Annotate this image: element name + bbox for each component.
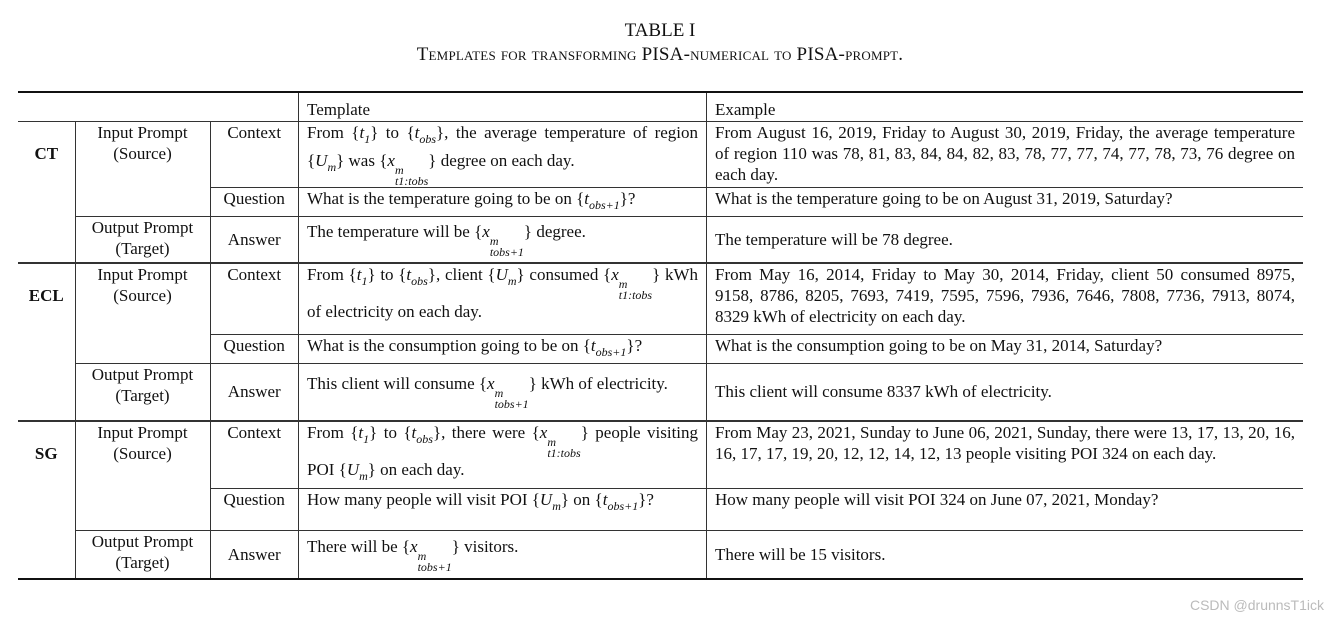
part-label: Answer [210, 216, 299, 263]
math-subscript: 1 [364, 131, 371, 146]
input-prompt-label [75, 121, 210, 216]
template-text: } kWh of electricity. [528, 374, 668, 394]
math-variable: t [406, 265, 412, 284]
math-subscript: obs+1 [588, 197, 620, 212]
table-row [18, 421, 1303, 488]
math-expression [387, 150, 429, 188]
output-prompt-line: (Target) [115, 385, 170, 405]
math-subscript: tobs+1 [489, 244, 524, 259]
math-variable: U [346, 460, 360, 479]
example-cell: What is the temperature going to be on August 31, 2019, Saturday? [707, 187, 1304, 216]
example-cell: From August 16, 2019, Friday to August 30, 2019, Friday, the average temperature of region 110 was 78, 81, 83, 84, 84, 82, 83, 78, 77, 77, 74, 77, 78, 73, 76 degree on each day. [707, 121, 1304, 187]
math-variable: U [539, 489, 553, 509]
template-text: From { [307, 423, 359, 442]
part-label: Question [210, 187, 299, 216]
math-expression [539, 423, 581, 460]
table-title: Templates for transforming PISA-numerical to PISA-prompt. [416, 44, 904, 65]
math-expression [410, 536, 452, 574]
math-subscript: obs [419, 131, 437, 146]
template-cell [299, 187, 707, 216]
math-scripts [394, 162, 429, 188]
part-label: Answer [210, 530, 299, 579]
math-subscript: m [507, 274, 517, 288]
template-cell [299, 363, 707, 421]
table-row [18, 363, 1303, 421]
example-cell: How many people will visit POI 324 on June 07, 2021, Monday? [707, 488, 1304, 530]
template-cell [299, 421, 707, 488]
math-subscript: tobs+1 [417, 559, 452, 574]
math-superscript: m [394, 162, 404, 177]
template-text: From { [307, 122, 360, 142]
math-expression [611, 265, 653, 302]
template-text: }, the average temperature of region { [307, 122, 698, 170]
output-prompt-label [75, 363, 210, 421]
math-expression [590, 335, 627, 359]
math-expression [346, 460, 368, 483]
math-subscript: obs+1 [607, 498, 639, 513]
math-expression [359, 122, 371, 146]
part-label: Context [210, 121, 299, 187]
math-expression [495, 265, 517, 288]
template-text: }, client { [427, 265, 496, 284]
math-scripts [417, 548, 452, 574]
input-prompt-label [75, 263, 210, 363]
math-expression [315, 150, 337, 174]
math-variable: t [414, 122, 420, 142]
output-prompt-line: (Target) [115, 552, 170, 572]
template-text: What is the consumption going to be on { [307, 335, 591, 355]
input-prompt-line: Input Prompt [97, 423, 188, 442]
template-text: } was { [336, 150, 388, 170]
math-subscript: obs [411, 274, 428, 288]
example-cell: From May 23, 2021, Sunday to June 06, 2021, Sunday, there were 13, 17, 13, 20, 16, 16, 17, 17, 19, 20, 12, 12, 14, 12, 13 people visiting POI 324 on each day. [707, 421, 1304, 488]
math-subscript: obs+1 [595, 344, 627, 359]
dataset-name: SG [34, 444, 58, 463]
math-subscript: tobs+1 [494, 397, 529, 412]
math-variable: t [358, 423, 364, 442]
table-row [18, 187, 1303, 216]
math-expression [602, 489, 639, 513]
output-prompt-label [75, 530, 210, 579]
part-label: Question [210, 488, 299, 530]
template-text: } degree. [523, 221, 586, 241]
example-cell: What is the consumption going to be on May 31, 2014, Saturday? [707, 334, 1304, 363]
template-text: } to { [367, 265, 407, 284]
math-expression [584, 188, 620, 212]
example-cell: The temperature will be 78 degree. [707, 216, 1304, 263]
template-cell [299, 121, 707, 187]
example-cell: This client will consume 8337 kWh of electricity. [707, 363, 1304, 421]
template-text: }, there were { [432, 423, 540, 442]
output-prompt-line: Output Prompt [91, 364, 194, 384]
input-prompt-line: Input Prompt [97, 265, 188, 284]
math-variable: t [359, 122, 365, 142]
template-text: There will be { [307, 536, 411, 556]
input-prompt-line: Input Prompt [97, 122, 188, 142]
math-scripts [495, 388, 529, 410]
math-superscript: m [417, 548, 427, 563]
table-label: TABLE I [624, 20, 696, 41]
math-variable: t [590, 335, 596, 355]
template-cell [299, 263, 707, 334]
template-cell [299, 216, 707, 263]
part-label: Question [210, 334, 299, 363]
math-variable: t [356, 265, 362, 284]
template-text: } kWh of electricity on each day. [307, 265, 699, 321]
math-expression [406, 265, 428, 288]
math-expression [356, 265, 368, 288]
math-subscript: m [327, 159, 337, 174]
math-expression [414, 122, 437, 146]
output-prompt-line: Output Prompt [91, 531, 194, 551]
example-cell: From May 16, 2014, Friday to May 30, 2014, Friday, client 50 consumed 8975, 9158, 8786, 8205, 7693, 7419, 7595, 7596, 7936, 7646, 7808, 7736, 7913, 8074, 8329 kWh of electricity on each day. [707, 263, 1304, 334]
math-expression [487, 374, 529, 412]
math-subscript: 1 [361, 274, 368, 288]
table-row [18, 216, 1303, 263]
table-row [18, 488, 1303, 530]
template-text: } to { [370, 122, 415, 142]
output-prompt-line: Output Prompt [91, 217, 194, 237]
math-subscript: m [359, 469, 368, 483]
template-text: What is the temperature going to be on { [307, 188, 585, 208]
part-label: Context [210, 263, 299, 334]
output-prompt-line: (Target) [115, 238, 170, 258]
math-expression [411, 423, 433, 446]
math-subscript: t1:tobs [618, 288, 653, 302]
table-row [18, 263, 1303, 334]
template-text: The temperature will be { [307, 221, 483, 241]
template-text: From { [307, 265, 357, 284]
template-text: } visitors. [451, 536, 519, 556]
math-variable: x [487, 374, 495, 394]
template-text: } to { [369, 423, 412, 442]
math-expression [539, 489, 561, 513]
header-template: Template [299, 92, 707, 121]
math-variable: x [539, 423, 548, 442]
template-text: This client will consume { [307, 374, 488, 394]
part-label: Answer [210, 363, 299, 421]
table-row [18, 121, 1303, 187]
math-subscript: m [552, 498, 561, 513]
template-text: } consumed { [516, 265, 612, 284]
template-cell [299, 334, 707, 363]
math-variable: t [602, 489, 608, 509]
template-text: }? [619, 188, 636, 208]
math-variable: U [495, 265, 508, 284]
header-example: Example [707, 92, 1304, 121]
math-variable: t [411, 423, 417, 442]
math-scripts [619, 279, 652, 301]
math-variable: t [584, 188, 589, 208]
template-cell [299, 488, 707, 530]
template-text: } degree on each day. [428, 150, 575, 170]
math-superscript: m [489, 233, 499, 248]
template-text: } on each day. [367, 460, 465, 479]
part-label: Context [210, 421, 299, 488]
input-prompt-line: (Source) [113, 444, 172, 463]
template-text: How many people will visit POI { [307, 489, 540, 509]
math-expression [482, 221, 524, 259]
template-text: } people visiting POI { [307, 423, 699, 479]
output-prompt-label [75, 216, 210, 263]
table-row [18, 334, 1303, 363]
table-row [18, 530, 1303, 579]
math-variable: U [315, 150, 328, 170]
math-superscript: m [494, 386, 504, 401]
math-variable: x [482, 221, 490, 241]
template-text: } on { [560, 489, 603, 509]
template-text: }? [638, 489, 654, 509]
math-scripts [547, 437, 580, 459]
math-variable: x [611, 265, 619, 284]
template-text: }? [626, 335, 643, 355]
math-variable: x [410, 536, 418, 556]
math-subscript: obs [416, 432, 433, 446]
templates-table [18, 91, 1303, 580]
watermark: CSDN @drunnsT1ick [1189, 597, 1324, 613]
input-prompt-label [75, 421, 210, 530]
template-cell [299, 530, 707, 579]
input-prompt-line: (Source) [113, 143, 172, 163]
math-subscript: t1:tobs [547, 446, 581, 460]
math-superscript: m [547, 435, 557, 449]
math-subscript: t1:tobs [394, 173, 429, 188]
math-expression [358, 423, 370, 446]
example-cell: There will be 15 visitors. [707, 530, 1304, 579]
math-scripts [489, 233, 524, 259]
math-subscript: 1 [363, 432, 370, 446]
math-superscript: m [618, 277, 628, 291]
dataset-name: CT [34, 143, 59, 163]
dataset-name: ECL [28, 286, 64, 305]
math-variable: x [387, 150, 395, 170]
input-prompt-line: (Source) [113, 286, 172, 305]
